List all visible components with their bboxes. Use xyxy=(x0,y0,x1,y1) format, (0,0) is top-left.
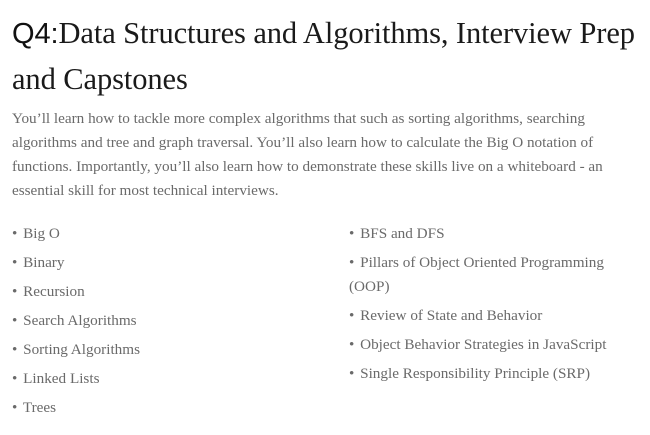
list-item: • Pillars of Object Oriented Programming (OOP) xyxy=(349,254,604,295)
bullet-icon: • xyxy=(12,370,18,387)
list-item: • Linked Lists xyxy=(12,370,100,387)
list-item: • Search Algorithms xyxy=(12,312,137,329)
section-description: You’ll learn how to tackle more complex algorithms that such as sorting algorithms, searching algorithms and tree and graph traversal. You’ll also learn how to calculate the Big O notation of functions. Importantly, you’ll also learn how to demonstrate these skills live on a whiteboard - an essential skill for most technical interviews. xyxy=(12,110,603,199)
bullet-icon: • xyxy=(12,341,18,358)
section-title: Data Structures and Algorithms, Interview Prep and Capstones xyxy=(12,16,635,96)
list-item: • Single Responsibility Principle (SRP) xyxy=(349,365,591,382)
bullet-icon: • xyxy=(12,399,18,416)
quarter-label: Q4: xyxy=(12,18,59,50)
list-item: • Sorting Algorithms xyxy=(12,341,140,358)
list-item: • Recursion xyxy=(12,283,85,300)
bullet-icon: • xyxy=(349,365,355,382)
curriculum-section xyxy=(12,0,642,416)
list-item: • BFS and DFS xyxy=(349,225,445,242)
bullet-icon: • xyxy=(12,312,18,329)
bullet-icon: • xyxy=(12,283,18,300)
list-item: • Review of State and Behavior xyxy=(349,307,543,324)
bullet-icon: • xyxy=(12,225,18,242)
topic-list-left xyxy=(12,222,332,425)
list-item: • Object Behavior Strategies in JavaScript xyxy=(349,336,607,353)
bullet-icon: • xyxy=(349,225,355,242)
bullet-icon: • xyxy=(12,254,18,271)
bullet-icon: • xyxy=(349,336,355,353)
section-heading xyxy=(12,0,642,102)
list-item: • Binary xyxy=(12,254,65,271)
list-item: • Big O xyxy=(12,225,60,242)
topic-list-right xyxy=(349,222,634,391)
bullet-icon: • xyxy=(349,254,355,271)
bullet-icon: • xyxy=(349,307,355,324)
list-item: • Trees xyxy=(12,399,57,416)
